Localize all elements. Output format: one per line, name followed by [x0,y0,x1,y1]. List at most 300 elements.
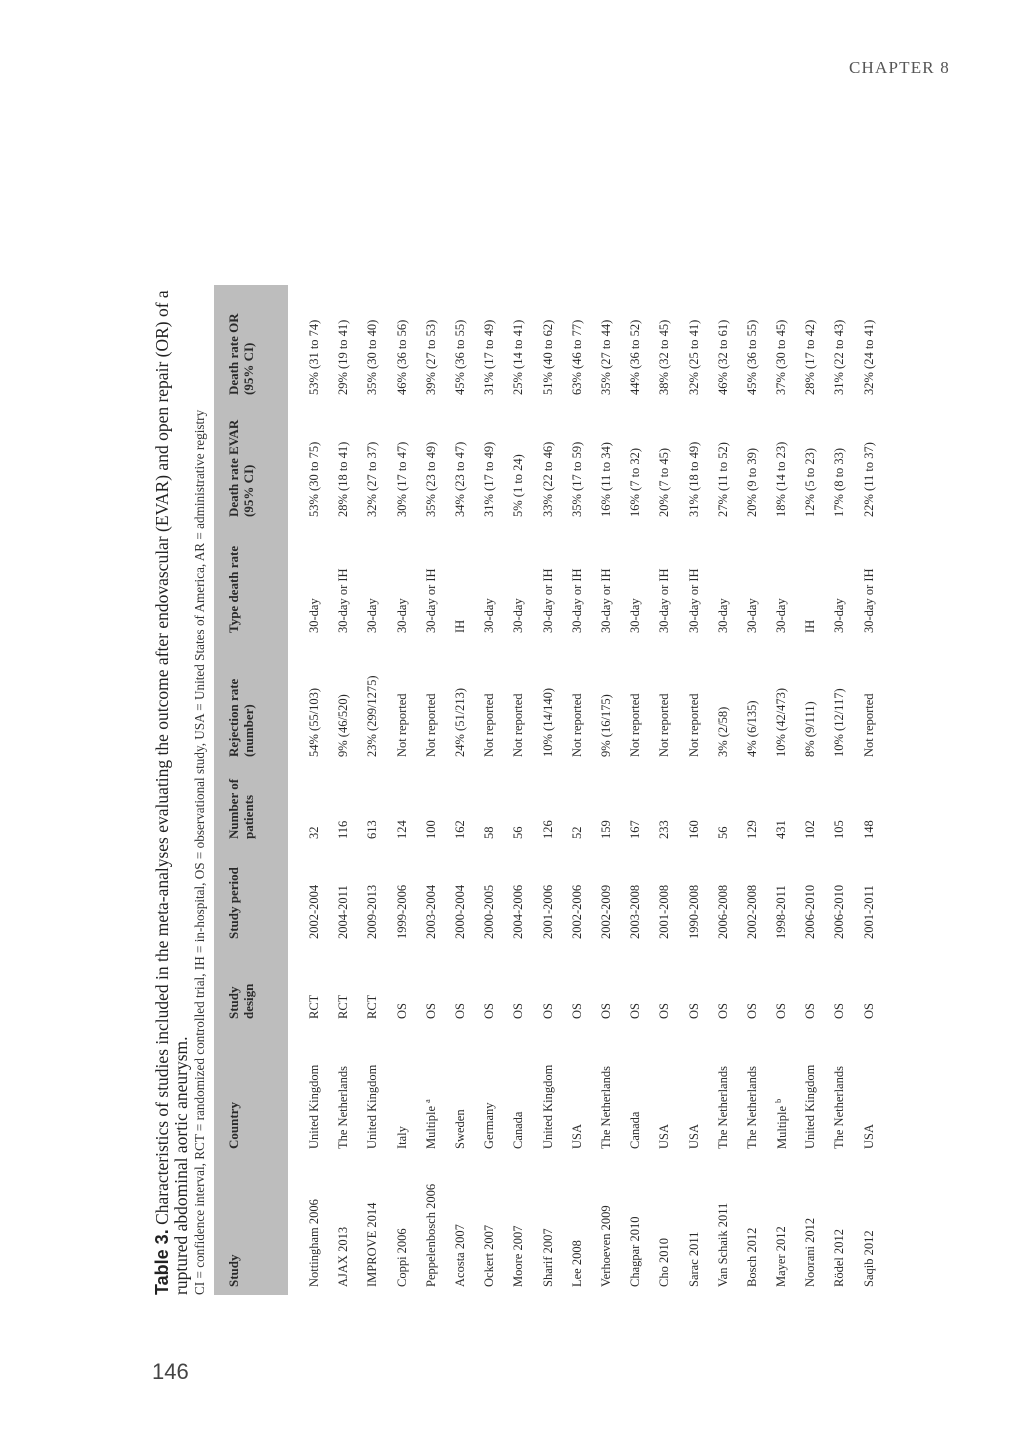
patients-cell [767,765,796,847]
patients-cell-text: 116 [336,820,351,839]
death-type-cell-text: 30-day [511,598,526,633]
evar-rate-cell-text: 53% (30 to 75) [307,441,322,517]
or-rate-cell-text: 32% (25 to 41) [686,319,701,395]
patients-cell-text: 102 [803,820,818,839]
country-cell-text: Italy [394,1126,409,1149]
table-row [621,285,650,1295]
rejection-cell-text: Not reported [861,693,876,757]
period-cell-text: 1990-2008 [686,884,701,939]
country-cell-text: USA [569,1123,584,1149]
patients-cell [358,765,387,847]
table-row [650,285,679,1295]
period-cell-text: 2002-2008 [744,884,759,939]
death-type-cell-text: 30-day [715,598,730,633]
patients-cell-text: 58 [482,826,497,839]
design-cell [825,947,854,1027]
evar-rate-cell [329,403,358,525]
period-cell-text: 2000-2004 [453,884,468,939]
study-cell-text: Noorani 2012 [803,1217,818,1287]
period-cell [709,847,738,947]
evar-rate-cell [592,403,621,525]
study-cell [621,1157,650,1295]
patients-cell-text: 148 [861,820,876,839]
evar-rate-cell-text: 18% (14 to 23) [774,441,789,517]
table-row [446,285,475,1295]
death-type-cell-text: 30-day or IH [569,568,584,633]
or-rate-cell [855,285,884,403]
table-row [288,285,329,1295]
table-row [388,285,417,1295]
rejection-cell-text: 10% (42/473) [774,687,789,757]
or-rate-cell-text: 31% (17 to 49) [482,319,497,395]
study-cell [563,1157,592,1295]
rejection-cell [388,641,417,765]
design-cell-text: OS [744,1003,759,1019]
death-type-cell [679,525,708,641]
study-cell [388,1157,417,1295]
patients-cell [417,765,446,847]
study-cell-text: Nottingham 2006 [307,1199,322,1287]
rejection-cell-text: Not reported [482,693,497,757]
design-cell [621,947,650,1027]
patients-cell-text: 162 [453,820,468,839]
evar-rate-cell [621,403,650,525]
rejection-cell [563,641,592,765]
design-cell-text: OS [803,1003,818,1019]
design-cell-text: RCT [336,994,351,1019]
or-rate-cell-text: 53% (31 to 74) [307,319,322,395]
study-cell [504,1157,533,1295]
rejection-cell-text: Not reported [686,693,701,757]
country-cell-text: Canada [511,1111,526,1149]
patients-cell [621,765,650,847]
period-cell-text: 2002-2009 [598,884,613,939]
design-cell-text: OS [628,1003,643,1019]
death-type-cell [388,525,417,641]
period-cell [738,847,767,947]
design-cell-text: OS [453,1003,468,1019]
design-cell-text: OS [423,1003,438,1019]
study-cell [446,1157,475,1295]
design-cell [767,947,796,1027]
evar-rate-cell-text: 30% (17 to 47) [394,441,409,517]
study-cell-text: IMPROVE 2014 [365,1202,380,1287]
patients-cell [288,765,329,847]
death-type-cell-text: 30-day [832,598,847,633]
table-row [475,285,504,1295]
or-rate-cell [592,285,621,403]
column-header: Country [214,1027,288,1157]
or-rate-cell-text: 28% (17 to 42) [803,319,818,395]
study-cell [650,1157,679,1295]
evar-rate-cell [504,403,533,525]
country-cell [417,1027,446,1157]
country-cell-text: United Kingdom [803,1064,818,1149]
death-type-cell-text: 30-day [307,598,322,633]
or-rate-cell [288,285,329,403]
study-cell-text: Mayer 2012 [774,1226,789,1287]
study-cell [592,1157,621,1295]
study-cell [534,1157,563,1295]
table-row [709,285,738,1295]
rejection-cell-text: Not reported [657,693,672,757]
table-header-row [214,285,288,1295]
country-cell [679,1027,708,1157]
or-rate-cell [679,285,708,403]
study-cell [417,1157,446,1295]
rejection-cell-text: 8% (9/111) [803,701,818,757]
study-cell-text: Bosch 2012 [744,1227,759,1287]
table-row [592,285,621,1295]
rejection-cell [709,641,738,765]
period-cell [534,847,563,947]
period-cell-text: 2006-2010 [803,884,818,939]
study-cell-text: Cho 2010 [657,1238,672,1287]
evar-rate-cell-text: 31% (18 to 49) [686,441,701,517]
rejection-cell-text: 24% (51/213) [453,687,468,757]
design-cell-text: OS [511,1003,526,1019]
study-cell [329,1157,358,1295]
design-cell-text: OS [832,1003,847,1019]
or-rate-cell-text: 32% (24 to 41) [861,319,876,395]
death-type-cell [417,525,446,641]
evar-rate-cell [738,403,767,525]
patients-cell [650,765,679,847]
period-cell-text: 2002-2004 [307,884,322,939]
death-type-cell-text: IH [453,619,468,633]
column-header: Study design [214,947,288,1027]
rejection-cell-text: 10% (12/117) [832,688,847,757]
column-header: Death rate OR (95% CI) [214,285,288,403]
or-rate-cell-text: 38% (32 to 45) [657,319,672,395]
rejection-cell [825,641,854,765]
evar-rate-cell-text: 27% (11 to 52) [715,442,730,517]
design-cell-text: OS [686,1003,701,1019]
death-type-cell [709,525,738,641]
rejection-cell-text: 23% (299/1275) [365,675,380,757]
table-row [358,285,387,1295]
country-cell-text: Multiple [424,1105,439,1149]
or-rate-cell [621,285,650,403]
patients-cell-text: 32 [307,826,322,839]
country-cell-text: USA [657,1123,672,1149]
death-type-cell [563,525,592,641]
or-rate-cell [417,285,446,403]
period-cell-text: 2002-2006 [569,884,584,939]
study-cell-text: Chagpar 2010 [628,1216,643,1287]
rejection-cell-text: 4% (6/135) [744,700,759,757]
death-type-cell [534,525,563,641]
period-cell [796,847,825,947]
death-type-cell-text: 30-day [628,598,643,633]
rejection-cell-text: 10% (14/140) [540,687,555,757]
patients-cell-text: 105 [832,820,847,839]
patients-cell [446,765,475,847]
or-rate-cell [504,285,533,403]
design-cell-text: OS [540,1003,555,1019]
evar-rate-cell [446,403,475,525]
country-cell [475,1027,504,1157]
rotated-table-block [152,115,876,1295]
evar-rate-cell-text: 16% (7 to 32) [628,447,643,517]
death-type-cell [592,525,621,641]
death-type-cell-text: 30-day or IH [423,568,438,633]
country-cell-text: Multiple [774,1105,789,1149]
evar-rate-cell [475,403,504,525]
rejection-cell-text: 9% (46/520) [336,694,351,757]
period-cell [329,847,358,947]
design-cell-text: OS [394,1003,409,1019]
country-cell-text: United Kingdom [307,1064,322,1149]
period-cell-text: 2006-2010 [832,884,847,939]
country-cell [358,1027,387,1157]
or-rate-cell [825,285,854,403]
evar-rate-cell-text: 31% (17 to 49) [482,441,497,517]
column-header: Study period [214,847,288,947]
rejection-cell-text: 9% (16/175) [598,694,613,757]
or-rate-cell [767,285,796,403]
country-cell [767,1027,796,1157]
study-cell [796,1157,825,1295]
period-cell-text: 2000-2005 [482,884,497,939]
design-cell [288,947,329,1027]
design-cell-text: OS [569,1003,584,1019]
study-cell-text: Lee 2008 [569,1240,584,1287]
design-cell [388,947,417,1027]
period-cell [475,847,504,947]
table-row [679,285,708,1295]
patients-cell [855,765,884,847]
period-cell [388,847,417,947]
chapter-heading: CHAPTER 8 [848,58,950,77]
period-cell [621,847,650,947]
death-type-cell [475,525,504,641]
country-cell-text: Sweden [453,1109,468,1149]
design-cell [650,947,679,1027]
study-cell-text: Ockert 2007 [482,1224,497,1287]
design-cell-text: OS [774,1003,789,1019]
evar-rate-cell-text: 5% (1 to 24) [511,454,526,517]
period-cell [417,847,446,947]
patients-cell [592,765,621,847]
patients-cell [329,765,358,847]
or-rate-cell-text: 63% (46 to 77) [569,319,584,395]
death-type-cell-text: 30-day [774,598,789,633]
period-cell [288,847,329,947]
evar-rate-cell-text: 28% (18 to 41) [336,441,351,517]
death-type-cell [288,525,329,641]
rejection-cell [475,641,504,765]
country-cell [329,1027,358,1157]
rejection-cell-text: Not reported [423,693,438,757]
study-cell-text: Acosta 2007 [453,1224,468,1287]
period-cell [825,847,854,947]
design-cell [679,947,708,1027]
death-type-cell-text: 30-day [482,598,497,633]
or-rate-cell-text: 31% (22 to 43) [832,319,847,395]
country-cell-text: Canada [628,1111,643,1149]
death-type-cell [855,525,884,641]
country-cell-text: Germany [482,1102,497,1149]
design-cell [504,947,533,1027]
rejection-cell [796,641,825,765]
death-type-cell-text: 30-day [744,598,759,633]
rejection-cell [358,641,387,765]
patients-cell [825,765,854,847]
death-type-cell-text: IH [803,619,818,633]
table-row [417,285,446,1295]
or-rate-cell [358,285,387,403]
or-rate-cell-text: 39% (27 to 53) [423,319,438,395]
table-row [738,285,767,1295]
study-cell [767,1157,796,1295]
country-cell [504,1027,533,1157]
design-cell-text: OS [482,1003,497,1019]
patients-cell-text: 100 [423,820,438,839]
rejection-cell [504,641,533,765]
caption-line-2: ruptured abdominal aortic aneurysm. [171,1036,191,1295]
country-cell [650,1027,679,1157]
period-cell [767,847,796,947]
or-rate-cell-text: 46% (36 to 56) [394,319,409,395]
study-cell-text: Rödel 2012 [832,1229,847,1287]
country-cell [446,1027,475,1157]
rejection-cell [738,641,767,765]
rejection-cell [288,641,329,765]
patients-cell [738,765,767,847]
caption-line-1 [152,115,172,1295]
evar-rate-cell-text: 32% (27 to 37) [365,441,380,517]
or-rate-cell [446,285,475,403]
study-cell-text: Moore 2007 [511,1225,526,1287]
rejection-cell [592,641,621,765]
evar-rate-cell [796,403,825,525]
period-cell-text: 2003-2004 [423,884,438,939]
country-cell [288,1027,329,1157]
design-cell [446,947,475,1027]
death-type-cell [767,525,796,641]
table-row [767,285,796,1295]
period-cell [504,847,533,947]
period-cell-text: 2006-2008 [715,884,730,939]
column-header: Type death rate [214,525,288,641]
rejection-cell-text: Not reported [569,693,584,757]
table-row [329,285,358,1295]
death-type-cell-text: 30-day [394,598,409,633]
period-cell [650,847,679,947]
or-rate-cell-text: 44% (36 to 52) [628,319,643,395]
rejection-cell [855,641,884,765]
or-rate-cell-text: 46% (32 to 61) [715,319,730,395]
patients-cell [388,765,417,847]
or-rate-cell [388,285,417,403]
footnote-marker: a [423,1099,433,1103]
country-cell-text: The Netherlands [336,1066,351,1149]
column-header: Death rate EVAR (95% CI) [214,403,288,525]
rejection-cell [417,641,446,765]
country-cell [796,1027,825,1157]
table-row [534,285,563,1295]
study-cell-text: Coppi 2006 [394,1228,409,1287]
country-cell [388,1027,417,1157]
country-cell-text: USA [686,1123,701,1149]
period-cell-text: 2001-2008 [657,884,672,939]
evar-rate-cell-text: 16% (11 to 34) [598,442,613,517]
rejection-cell-text: Not reported [394,693,409,757]
patients-cell-text: 613 [365,820,380,839]
period-cell [563,847,592,947]
design-cell [796,947,825,1027]
death-type-cell [621,525,650,641]
evar-rate-cell [563,403,592,525]
study-cell-text: Peppelenbosch 2006 [423,1183,438,1287]
patients-cell [534,765,563,847]
or-rate-cell-text: 45% (36 to 55) [453,319,468,395]
evar-rate-cell [855,403,884,525]
rejection-cell [650,641,679,765]
study-cell-text: Saqib 2012 [861,1230,876,1287]
death-type-cell-text: 30-day or IH [540,568,555,633]
design-cell [329,947,358,1027]
patients-cell [563,765,592,847]
patients-cell [504,765,533,847]
death-type-cell [650,525,679,641]
study-cell [679,1157,708,1295]
evar-rate-cell-text: 33% (22 to 46) [540,441,555,517]
rejection-cell-text: Not reported [511,693,526,757]
country-cell [534,1027,563,1157]
evar-rate-cell-text: 12% (5 to 23) [803,447,818,517]
design-cell [417,947,446,1027]
or-rate-cell [709,285,738,403]
country-cell [709,1027,738,1157]
death-type-cell [358,525,387,641]
study-cell [288,1157,329,1295]
design-cell [475,947,504,1027]
period-cell-text: 2001-2006 [540,884,555,939]
design-cell [709,947,738,1027]
evar-rate-cell [679,403,708,525]
study-cell [358,1157,387,1295]
country-cell-text: United Kingdom [540,1064,555,1149]
evar-rate-cell-text: 20% (9 to 39) [744,447,759,517]
design-cell [563,947,592,1027]
or-rate-cell-text: 35% (27 to 44) [598,319,613,395]
or-rate-cell [329,285,358,403]
rejection-cell [679,641,708,765]
patients-cell-text: 124 [394,820,409,839]
death-type-cell-text: 30-day [365,598,380,633]
table-caption [152,115,209,1295]
evar-rate-cell-text: 22% (11 to 37) [861,442,876,517]
table-body [288,285,884,1295]
study-cell [855,1157,884,1295]
country-cell [592,1027,621,1157]
period-cell-text: 2009-2013 [365,884,380,939]
patients-cell [475,765,504,847]
or-rate-cell-text: 51% (40 to 62) [540,319,555,395]
rejection-cell [621,641,650,765]
rejection-cell [446,641,475,765]
study-cell-text: Van Schaik 2011 [715,1202,730,1287]
evar-rate-cell-text: 34% (23 to 47) [453,441,468,517]
death-type-cell-text: 30-day or IH [336,568,351,633]
patients-cell [796,765,825,847]
study-cell [475,1157,504,1295]
country-cell-text: The Netherlands [744,1066,759,1149]
period-cell-text: 2001-2011 [861,885,876,939]
study-cell-text: Verhoeven 2009 [598,1205,613,1287]
